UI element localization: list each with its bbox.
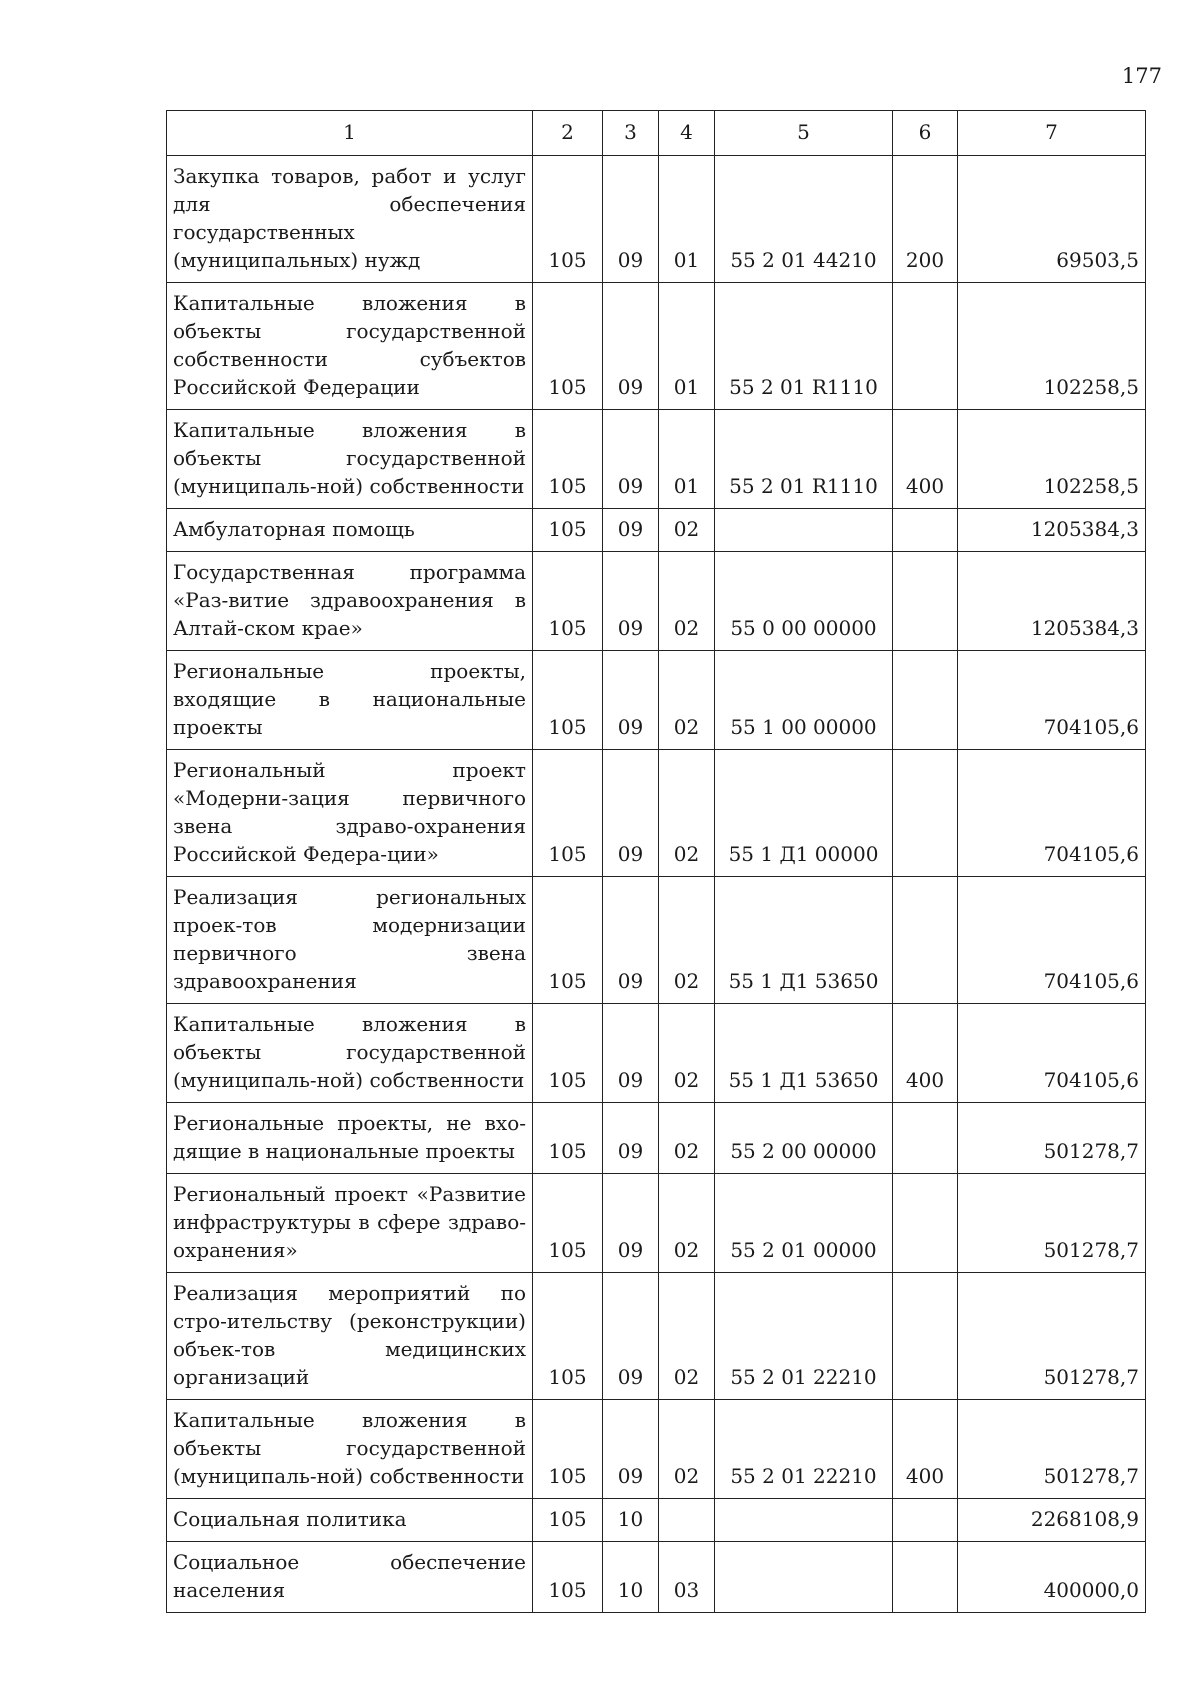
table-row bbox=[167, 1103, 1146, 1174]
cell-section-code: 09 bbox=[603, 1273, 659, 1400]
col-header-3: 3 bbox=[603, 111, 659, 156]
cell-section-code: 09 bbox=[603, 552, 659, 651]
cell-subsection-code: 01 bbox=[659, 410, 715, 509]
cell-section-code: 09 bbox=[603, 283, 659, 410]
col-header-4: 4 bbox=[659, 111, 715, 156]
cell-item-name: Реализация мероприятий по стро-ительству (реконструкции) объек-тов медицинских организаций bbox=[167, 1273, 533, 1400]
cell-target-article-code: 55 2 01 22210 bbox=[715, 1273, 893, 1400]
cell-ministry-code: 105 bbox=[533, 1174, 603, 1273]
cell-amount: 704105,6 bbox=[958, 1004, 1146, 1103]
cell-ministry-code: 105 bbox=[533, 1400, 603, 1499]
cell-item-name: Государственная программа «Раз-витие здравоохранения в Алтай-ском крае» bbox=[167, 552, 533, 651]
table-row bbox=[167, 1400, 1146, 1499]
cell-subsection-code: 02 bbox=[659, 509, 715, 552]
cell-expense-type-code bbox=[893, 1174, 958, 1273]
table-row bbox=[167, 1542, 1146, 1613]
cell-target-article-code bbox=[715, 509, 893, 552]
cell-amount: 1205384,3 bbox=[958, 509, 1146, 552]
cell-item-name: Амбулаторная помощь bbox=[167, 509, 533, 552]
cell-amount: 501278,7 bbox=[958, 1400, 1146, 1499]
cell-target-article-code: 55 1 Д1 00000 bbox=[715, 750, 893, 877]
cell-subsection-code: 02 bbox=[659, 651, 715, 750]
cell-amount: 501278,7 bbox=[958, 1103, 1146, 1174]
cell-subsection-code: 02 bbox=[659, 552, 715, 651]
cell-target-article-code: 55 1 00 00000 bbox=[715, 651, 893, 750]
table-row bbox=[167, 552, 1146, 651]
page-number: 177 bbox=[1121, 64, 1162, 88]
cell-target-article-code: 55 1 Д1 53650 bbox=[715, 1004, 893, 1103]
cell-target-article-code: 55 2 01 R1110 bbox=[715, 283, 893, 410]
table-row bbox=[167, 156, 1146, 283]
cell-ministry-code: 105 bbox=[533, 156, 603, 283]
cell-item-name: Капитальные вложения в объекты государственной (муниципаль-ной) собственности bbox=[167, 410, 533, 509]
cell-item-name: Закупка товаров, работ и услуг для обеспечения государственных (муниципальных) нужд bbox=[167, 156, 533, 283]
cell-ministry-code: 105 bbox=[533, 552, 603, 651]
cell-target-article-code: 55 2 01 44210 bbox=[715, 156, 893, 283]
cell-expense-type-code bbox=[893, 1542, 958, 1613]
col-header-2: 2 bbox=[533, 111, 603, 156]
cell-amount: 102258,5 bbox=[958, 410, 1146, 509]
cell-subsection-code: 03 bbox=[659, 1542, 715, 1613]
cell-amount: 400000,0 bbox=[958, 1542, 1146, 1613]
cell-section-code: 09 bbox=[603, 1103, 659, 1174]
cell-section-code: 09 bbox=[603, 410, 659, 509]
cell-subsection-code: 01 bbox=[659, 156, 715, 283]
table-row bbox=[167, 283, 1146, 410]
cell-ministry-code: 105 bbox=[533, 651, 603, 750]
cell-expense-type-code bbox=[893, 552, 958, 651]
cell-target-article-code bbox=[715, 1499, 893, 1542]
cell-expense-type-code bbox=[893, 283, 958, 410]
col-header-5: 5 bbox=[715, 111, 893, 156]
cell-target-article-code: 55 2 00 00000 bbox=[715, 1103, 893, 1174]
cell-item-name: Региональный проект «Развитие инфраструктуры в сфере здраво-охранения» bbox=[167, 1174, 533, 1273]
cell-amount: 501278,7 bbox=[958, 1273, 1146, 1400]
cell-amount: 704105,6 bbox=[958, 651, 1146, 750]
cell-amount: 501278,7 bbox=[958, 1174, 1146, 1273]
cell-target-article-code: 55 0 00 00000 bbox=[715, 552, 893, 651]
cell-item-name: Региональные проекты, входящие в национальные проекты bbox=[167, 651, 533, 750]
cell-ministry-code: 105 bbox=[533, 283, 603, 410]
cell-expense-type-code bbox=[893, 1273, 958, 1400]
table-row bbox=[167, 877, 1146, 1004]
cell-expense-type-code bbox=[893, 509, 958, 552]
cell-ministry-code: 105 bbox=[533, 750, 603, 877]
table-row bbox=[167, 651, 1146, 750]
cell-subsection-code bbox=[659, 1499, 715, 1542]
cell-section-code: 09 bbox=[603, 1400, 659, 1499]
cell-target-article-code: 55 2 01 22210 bbox=[715, 1400, 893, 1499]
cell-target-article-code: 55 2 01 R1110 bbox=[715, 410, 893, 509]
cell-subsection-code: 02 bbox=[659, 1004, 715, 1103]
cell-target-article-code bbox=[715, 1542, 893, 1613]
cell-section-code: 10 bbox=[603, 1542, 659, 1613]
cell-expense-type-code: 200 bbox=[893, 156, 958, 283]
table-row bbox=[167, 1273, 1146, 1400]
cell-subsection-code: 02 bbox=[659, 1273, 715, 1400]
cell-section-code: 09 bbox=[603, 651, 659, 750]
cell-target-article-code: 55 1 Д1 53650 bbox=[715, 877, 893, 1004]
cell-item-name: Социальное обеспечение населения bbox=[167, 1542, 533, 1613]
cell-amount: 102258,5 bbox=[958, 283, 1146, 410]
cell-ministry-code: 105 bbox=[533, 877, 603, 1004]
table-row bbox=[167, 509, 1146, 552]
col-header-6: 6 bbox=[893, 111, 958, 156]
cell-section-code: 09 bbox=[603, 1174, 659, 1273]
cell-expense-type-code bbox=[893, 651, 958, 750]
cell-expense-type-code bbox=[893, 1103, 958, 1174]
cell-item-name: Реализация региональных проек-тов модернизации первичного звена здравоохранения bbox=[167, 877, 533, 1004]
cell-ministry-code: 105 bbox=[533, 1499, 603, 1542]
cell-amount: 704105,6 bbox=[958, 750, 1146, 877]
cell-amount: 1205384,3 bbox=[958, 552, 1146, 651]
cell-subsection-code: 02 bbox=[659, 877, 715, 1004]
cell-expense-type-code: 400 bbox=[893, 1004, 958, 1103]
col-header-7: 7 bbox=[958, 111, 1146, 156]
cell-subsection-code: 02 bbox=[659, 1400, 715, 1499]
cell-item-name: Региональные проекты, не вхо-дящие в национальные проекты bbox=[167, 1103, 533, 1174]
table-row bbox=[167, 1174, 1146, 1273]
cell-expense-type-code bbox=[893, 1499, 958, 1542]
budget-table bbox=[166, 110, 1146, 1613]
cell-subsection-code: 02 bbox=[659, 750, 715, 877]
col-header-1: 1 bbox=[167, 111, 533, 156]
header-row bbox=[167, 111, 1146, 156]
cell-ministry-code: 105 bbox=[533, 1542, 603, 1613]
cell-section-code: 09 bbox=[603, 156, 659, 283]
table-row bbox=[167, 1004, 1146, 1103]
table-row bbox=[167, 1499, 1146, 1542]
cell-expense-type-code: 400 bbox=[893, 1400, 958, 1499]
cell-section-code: 09 bbox=[603, 1004, 659, 1103]
cell-item-name: Капитальные вложения в объекты государственной (муниципаль-ной) собственности bbox=[167, 1004, 533, 1103]
cell-ministry-code: 105 bbox=[533, 1004, 603, 1103]
cell-item-name: Региональный проект «Модерни-зация первичного звена здраво-охранения Российской Федера-ции» bbox=[167, 750, 533, 877]
cell-expense-type-code bbox=[893, 750, 958, 877]
cell-section-code: 09 bbox=[603, 877, 659, 1004]
table-row bbox=[167, 750, 1146, 877]
table-row bbox=[167, 410, 1146, 509]
cell-subsection-code: 01 bbox=[659, 283, 715, 410]
cell-section-code: 10 bbox=[603, 1499, 659, 1542]
cell-expense-type-code bbox=[893, 877, 958, 1004]
cell-subsection-code: 02 bbox=[659, 1103, 715, 1174]
cell-item-name: Капитальные вложения в объекты государственной (муниципаль-ной) собственности bbox=[167, 1400, 533, 1499]
cell-amount: 69503,5 bbox=[958, 156, 1146, 283]
cell-ministry-code: 105 bbox=[533, 1273, 603, 1400]
cell-ministry-code: 105 bbox=[533, 1103, 603, 1174]
cell-amount: 704105,6 bbox=[958, 877, 1146, 1004]
cell-subsection-code: 02 bbox=[659, 1174, 715, 1273]
cell-target-article-code: 55 2 01 00000 bbox=[715, 1174, 893, 1273]
cell-ministry-code: 105 bbox=[533, 410, 603, 509]
cell-item-name: Социальная политика bbox=[167, 1499, 533, 1542]
cell-section-code: 09 bbox=[603, 509, 659, 552]
cell-ministry-code: 105 bbox=[533, 509, 603, 552]
cell-amount: 2268108,9 bbox=[958, 1499, 1146, 1542]
cell-expense-type-code: 400 bbox=[893, 410, 958, 509]
cell-section-code: 09 bbox=[603, 750, 659, 877]
cell-item-name: Капитальные вложения в объекты государственной собственности субъектов Российской Федерации bbox=[167, 283, 533, 410]
